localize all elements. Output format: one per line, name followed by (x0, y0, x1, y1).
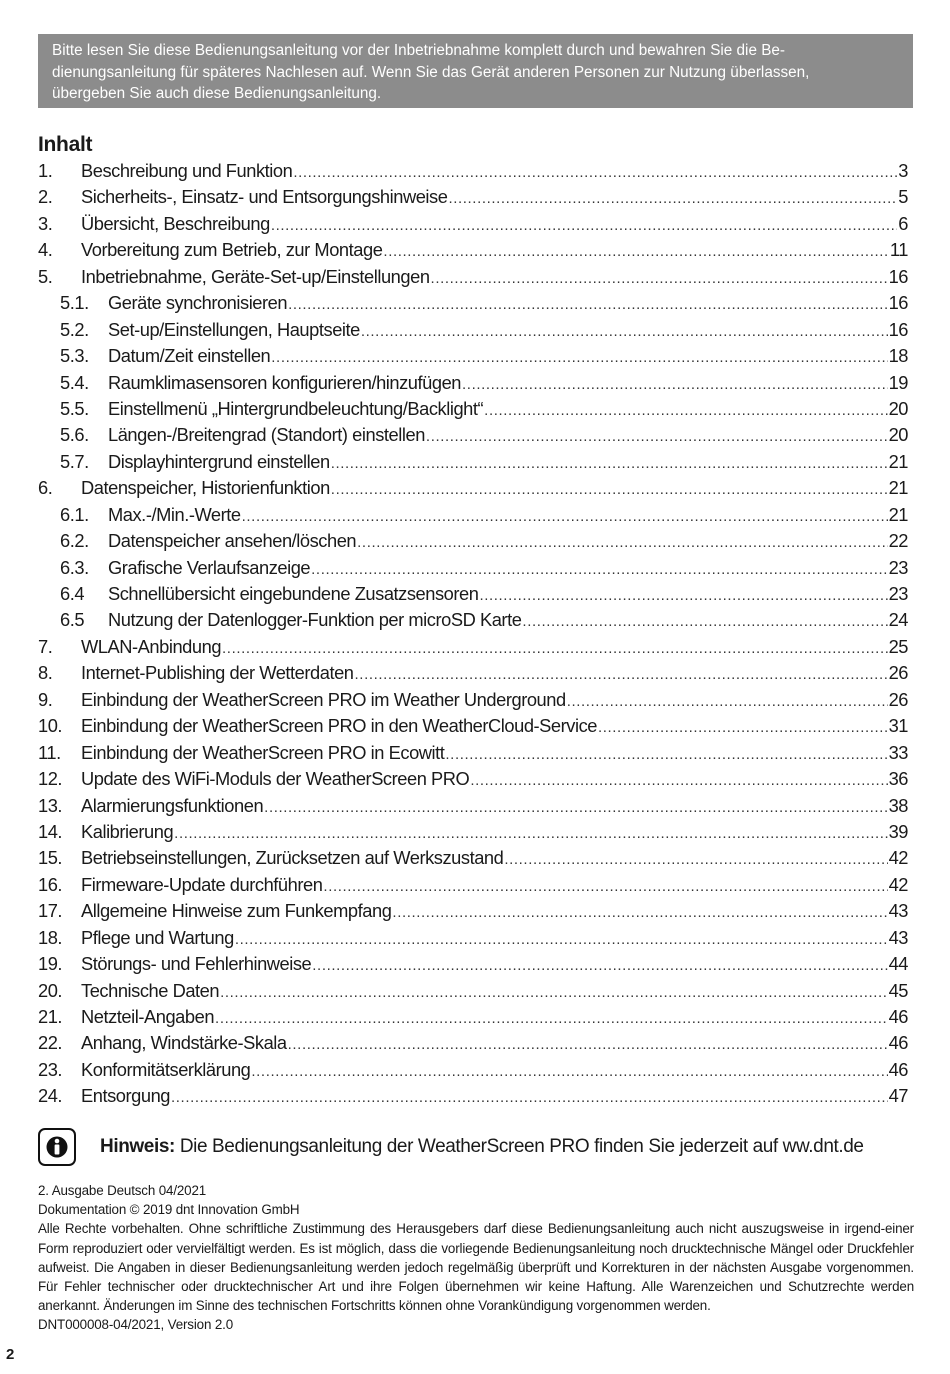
toc-entry-page: 21 (888, 477, 908, 499)
toc-leader-dots (522, 609, 887, 635)
toc-entry-title: Firmeware-Update durchführen (81, 873, 323, 895)
toc-entry-number: 23. (38, 1058, 63, 1080)
toc-entry[interactable] (38, 396, 908, 422)
legal-text: Alle Rechte vorbehalten. Ohne schriftliche Zustimmung des Herausgebers darf diese Bedienungsanleitung auch nicht auszugsweise in irgend-einer Form reproduziert oder vervielfältigt werden. Es ist möglich, dass die vorliegende Bedienungsanleitung noch drucktechnische Mängel oder Druckfehler aufweist. Die Angaben in dieser Bedienungsanleitung werden jedoch regelmäßig überprüft und Korrekturen in der nächsten Ausgabe vorgenommen. Für Fehler technischer oder drucktechnischer Art und ihre Folgen übernehmen wir keine Haftung. Alle Warenzeichen und Schutzrechte werden anerkannt. Änderungen im Sinne des technischen Fortschritts können ohne Vorankündigung vorgenommen werden. (38, 1221, 914, 1314)
toc-entry[interactable] (38, 925, 908, 951)
toc-entry-page: 46 (888, 1006, 908, 1027)
toc-entry-page: 5 (898, 186, 908, 208)
hint-text (100, 1136, 864, 1158)
toc-entry-page: 16 (888, 265, 908, 287)
toc-entry-page: 6 (898, 212, 908, 234)
toc-entry-title: Nutzung der Datenlogger-Funktion per microSD Karte (108, 609, 522, 631)
toc-entry[interactable] (38, 449, 908, 475)
toc-entry-title: Datum/Zeit einstellen (108, 345, 271, 367)
toc-entry-page: 22 (888, 530, 908, 552)
toc-entry-number: 5.5. (60, 397, 89, 419)
toc-leader-dots (323, 874, 887, 900)
toc-entry-title: Netzteil-Angaben (81, 1006, 215, 1027)
toc-leader-dots (361, 319, 888, 345)
hint-body: Die Bedienungsanleitung der WeatherScreen PRO finden Sie jederzeit auf ww.dnt.de (174, 1136, 864, 1157)
toc-entry-page: 31 (888, 715, 908, 737)
hint-box (38, 1125, 918, 1169)
notice-line: Bitte lesen Sie diese Bedienungsanleitung vor der Inbetriebnahme komplett durch und bewahren Sie die Be- (52, 42, 786, 59)
toc-entry-page: 18 (888, 345, 908, 367)
toc-entry[interactable] (38, 370, 908, 396)
toc-entry-number: 4. (38, 239, 53, 261)
toc-entry[interactable] (38, 951, 908, 977)
toc-entry-title: Einbindung der WeatherScreen PRO in Ecowitt (81, 741, 445, 763)
toc-entry[interactable] (38, 211, 908, 237)
toc-entry-number: 6.2. (60, 530, 89, 552)
toc-entry[interactable] (38, 528, 908, 554)
edition-text: 2. Ausgabe Deutsch 04/2021 (38, 1183, 207, 1198)
toc-entry-number: 3. (38, 212, 53, 234)
toc-leader-dots (235, 927, 888, 953)
toc-entry-page: 24 (888, 609, 908, 631)
toc-entry-page: 45 (888, 979, 908, 1001)
toc-entry[interactable] (38, 845, 908, 871)
toc-entry[interactable] (38, 343, 908, 369)
toc-entry-title: Pflege und Wartung (81, 926, 234, 948)
toc-entry-page: 21 (888, 450, 908, 472)
toc-entry-page: 42 (888, 873, 908, 895)
document-id: DNT000008-04/2021, Version 2.0 (38, 1317, 234, 1333)
toc-entry-title: Einbindung der WeatherScreen PRO im Weather Underground (81, 688, 566, 710)
toc-entry-page: 21 (888, 503, 908, 525)
toc-entry-page: 16 (888, 318, 908, 340)
toc-entry-number: 5.1. (60, 292, 89, 314)
toc-entry[interactable] (38, 713, 908, 739)
toc-leader-dots (271, 213, 897, 239)
toc-entry-title: Entsorgung (81, 1085, 171, 1107)
hint-label: Hinweis: (100, 1136, 175, 1157)
toc-entry-page: 43 (888, 926, 908, 948)
toc-entry-number: 5.2. (60, 318, 89, 340)
toc-entry[interactable] (38, 872, 908, 898)
toc-leader-dots (504, 847, 887, 873)
toc-entry-title: Technische Daten (81, 979, 220, 1001)
toc-entry-number: 10. (38, 715, 63, 737)
copyright-text: Dokumentation © 2019 dnt Innovation GmbH (38, 1202, 300, 1218)
toc-entry-title: Schnellübersicht eingebundene Zusatzsensoren (108, 583, 479, 604)
toc-entry-number: 5.3. (60, 345, 89, 367)
toc-leader-dots (357, 530, 887, 556)
toc-entry-title: Max.-/Min.-Werte (108, 503, 241, 525)
toc-entry-title: Set-up/Einstellungen, Hauptseite (108, 318, 360, 340)
toc-entry-title: Kalibrierung (81, 820, 174, 842)
toc-entry-title: Übersicht, Beschreibung (81, 212, 270, 234)
toc-entry[interactable] (38, 502, 908, 528)
toc-entry-title: Displayhintergrund einstellen (108, 450, 330, 472)
toc-entry-title: Datenspeicher, Historienfunktion (81, 477, 330, 499)
toc-title: Inhalt (38, 133, 93, 156)
toc-leader-dots (220, 980, 887, 1006)
toc-entry[interactable] (38, 158, 908, 184)
toc-leader-dots (567, 689, 888, 715)
toc-entry[interactable] (38, 819, 908, 845)
toc-leader-dots (383, 239, 889, 265)
toc-leader-dots (470, 768, 887, 794)
toc-entry-page: 23 (888, 583, 908, 604)
toc-entry-title: Datenspeicher ansehen/löschen (108, 530, 357, 552)
toc-entry-page: 11 (889, 239, 908, 261)
toc-leader-dots (215, 1006, 888, 1032)
toc-entry[interactable] (38, 687, 908, 713)
toc-entry-number: 5.7. (60, 450, 89, 472)
toc-entry-number: 6. (38, 477, 53, 499)
toc-leader-dots (271, 345, 887, 371)
toc-leader-dots (331, 477, 888, 503)
toc-entry-page: 39 (888, 820, 908, 842)
toc-entry[interactable] (38, 184, 908, 210)
toc-entry[interactable] (38, 898, 908, 924)
toc-entry-page: 3 (898, 160, 908, 181)
toc-entry-number: 6.4 (60, 583, 85, 604)
imprint (38, 1181, 914, 1335)
toc-entry[interactable] (38, 581, 908, 607)
toc-entry-page: 26 (888, 662, 908, 684)
toc-entry-title: Einbindung der WeatherScreen PRO in den WeatherCloud-Service (81, 715, 597, 737)
toc-leader-dots (598, 715, 888, 741)
toc-entry-number: 21. (38, 1006, 63, 1027)
toc-entry[interactable] (38, 555, 908, 581)
toc-entry-title: Störungs- und Fehlerhinweise (81, 953, 312, 975)
toc-entry-number: 20. (38, 979, 63, 1001)
toc-entry-page: 46 (888, 1058, 908, 1080)
toc-leader-dots (484, 398, 887, 424)
toc-leader-dots (355, 662, 888, 688)
toc-entry-number: 5.4. (60, 371, 89, 393)
toc-leader-dots (288, 292, 887, 318)
toc-entry-number: 22. (38, 1032, 63, 1054)
toc-entry-title: Inbetriebnahme, Geräte-Set-up/Einstellungen (81, 265, 430, 287)
toc-entry-page: 26 (888, 688, 908, 710)
toc-entry-title: Sicherheits-, Einsatz- und Entsorgungshinweise (81, 186, 448, 208)
toc-entry-number: 24. (38, 1085, 63, 1107)
toc-entry-number: 12. (38, 768, 63, 790)
toc-entry-title: WLAN-Anbindung (81, 635, 222, 657)
toc-entry[interactable] (38, 317, 908, 343)
toc-entry-title: Beschreibung und Funktion (81, 160, 293, 181)
toc-leader-dots (288, 1032, 888, 1058)
toc-entry-number: 8. (38, 662, 53, 684)
toc-entry-number: 7. (38, 635, 53, 657)
toc-leader-dots (445, 742, 887, 768)
page-number: 2 (6, 1346, 15, 1363)
table-of-contents (38, 158, 908, 1110)
toc-leader-dots (462, 372, 888, 398)
toc-entry-number: 9. (38, 688, 53, 710)
toc-entry-title: Grafische Verlaufsanzeige (108, 556, 311, 578)
toc-entry-page: 20 (888, 397, 908, 419)
toc-entry[interactable] (38, 607, 908, 633)
toc-entry[interactable] (38, 740, 908, 766)
toc-entry-number: 17. (38, 900, 63, 922)
toc-leader-dots (264, 795, 887, 821)
info-icon (38, 1128, 76, 1166)
toc-leader-dots (242, 504, 888, 530)
toc-leader-dots (392, 900, 887, 926)
toc-entry-title: Längen-/Breitengrad (Standort) einstellen (108, 424, 425, 446)
toc-entry-page: 44 (888, 953, 908, 975)
toc-entry-number: 1. (38, 160, 53, 181)
toc-entry-page: 43 (888, 900, 908, 922)
toc-leader-dots (311, 557, 887, 583)
notice-line: dienungsanleitung für späteres Nachlesen auf. Wenn Sie das Gerät anderen Personen zur Nutzung überlassen, (52, 63, 810, 81)
toc-entry-title: Geräte synchronisieren (108, 292, 288, 314)
toc-entry-page: 36 (888, 768, 908, 790)
toc-entry[interactable] (38, 422, 908, 448)
toc-entry-number: 5. (38, 265, 53, 287)
toc-entry-number: 16. (38, 873, 63, 895)
toc-entry-page: 33 (888, 741, 908, 763)
toc-entry-number: 18. (38, 926, 63, 948)
toc-entry[interactable] (38, 475, 908, 501)
toc-entry-page: 42 (888, 847, 908, 869)
toc-entry-number: 15. (38, 847, 63, 869)
toc-leader-dots (479, 583, 887, 609)
toc-leader-dots (331, 451, 888, 477)
toc-entry-number: 11. (38, 741, 61, 763)
toc-entry-number: 6.5 (60, 609, 85, 631)
toc-leader-dots (222, 636, 888, 662)
toc-leader-dots (431, 266, 888, 292)
notice-line: übergeben Sie auch diese Bedienungsanleitung. (52, 85, 382, 102)
toc-entry-number: 19. (38, 953, 63, 975)
toc-entry[interactable] (38, 766, 908, 792)
toc-entry-number: 13. (38, 794, 63, 816)
toc-entry-number: 2. (38, 186, 53, 208)
toc-entry-number: 6.1. (60, 503, 89, 525)
toc-entry[interactable] (38, 1083, 908, 1109)
toc-leader-dots (174, 821, 887, 847)
toc-entry-title: Raumklimasensoren konfigurieren/hinzufügen (108, 371, 462, 393)
toc-leader-dots (251, 1059, 887, 1085)
toc-leader-dots (312, 953, 887, 979)
toc-entry-page: 19 (888, 371, 908, 393)
toc-entry-page: 38 (888, 794, 908, 816)
toc-entry[interactable] (38, 1030, 908, 1056)
toc-leader-dots (426, 424, 888, 450)
toc-entry[interactable] (38, 793, 908, 819)
toc-leader-dots (171, 1085, 888, 1111)
toc-entry[interactable] (38, 1057, 908, 1083)
toc-entry-page: 25 (888, 635, 908, 657)
toc-leader-dots (448, 186, 897, 212)
toc-entry[interactable] (38, 660, 908, 686)
toc-entry[interactable] (38, 1004, 908, 1030)
toc-entry-title: Einstellmenü „Hintergrundbeleuchtung/Backlight“ (108, 397, 484, 419)
toc-entry-number: 14. (38, 820, 63, 842)
notice-banner (38, 34, 913, 108)
toc-entry-number: 6.3. (60, 556, 89, 578)
toc-entry[interactable] (38, 290, 908, 316)
toc-entry-title: Internet-Publishing der Wetterdaten (81, 662, 354, 684)
toc-entry-page: 20 (888, 424, 908, 446)
toc-entry-page: 46 (888, 1032, 908, 1054)
toc-entry-page: 16 (888, 292, 908, 314)
toc-entry-page: 23 (888, 556, 908, 578)
toc-entry[interactable] (38, 634, 908, 660)
toc-leader-dots (293, 160, 897, 186)
toc-entry-title: Allgemeine Hinweise zum Funkempfang (81, 900, 392, 922)
toc-entry-title: Alarmierungsfunktionen (81, 794, 264, 816)
toc-entry-number: 5.6. (60, 424, 89, 446)
toc-entry-title: Konformitätserklärung (81, 1058, 251, 1080)
toc-entry[interactable] (38, 978, 908, 1004)
toc-entry-title: Update des WiFi-Moduls der WeatherScreen PRO (81, 768, 470, 790)
toc-entry-title: Betriebseinstellungen, Zurücksetzen auf Werkszustand (81, 847, 504, 869)
toc-entry-page: 47 (888, 1085, 908, 1107)
toc-entry[interactable] (38, 237, 908, 263)
toc-entry-title: Anhang, Windstärke-Skala (81, 1032, 287, 1054)
toc-entry-title: Vorbereitung zum Betrieb, zur Montage (81, 239, 383, 261)
toc-entry[interactable] (38, 264, 908, 290)
